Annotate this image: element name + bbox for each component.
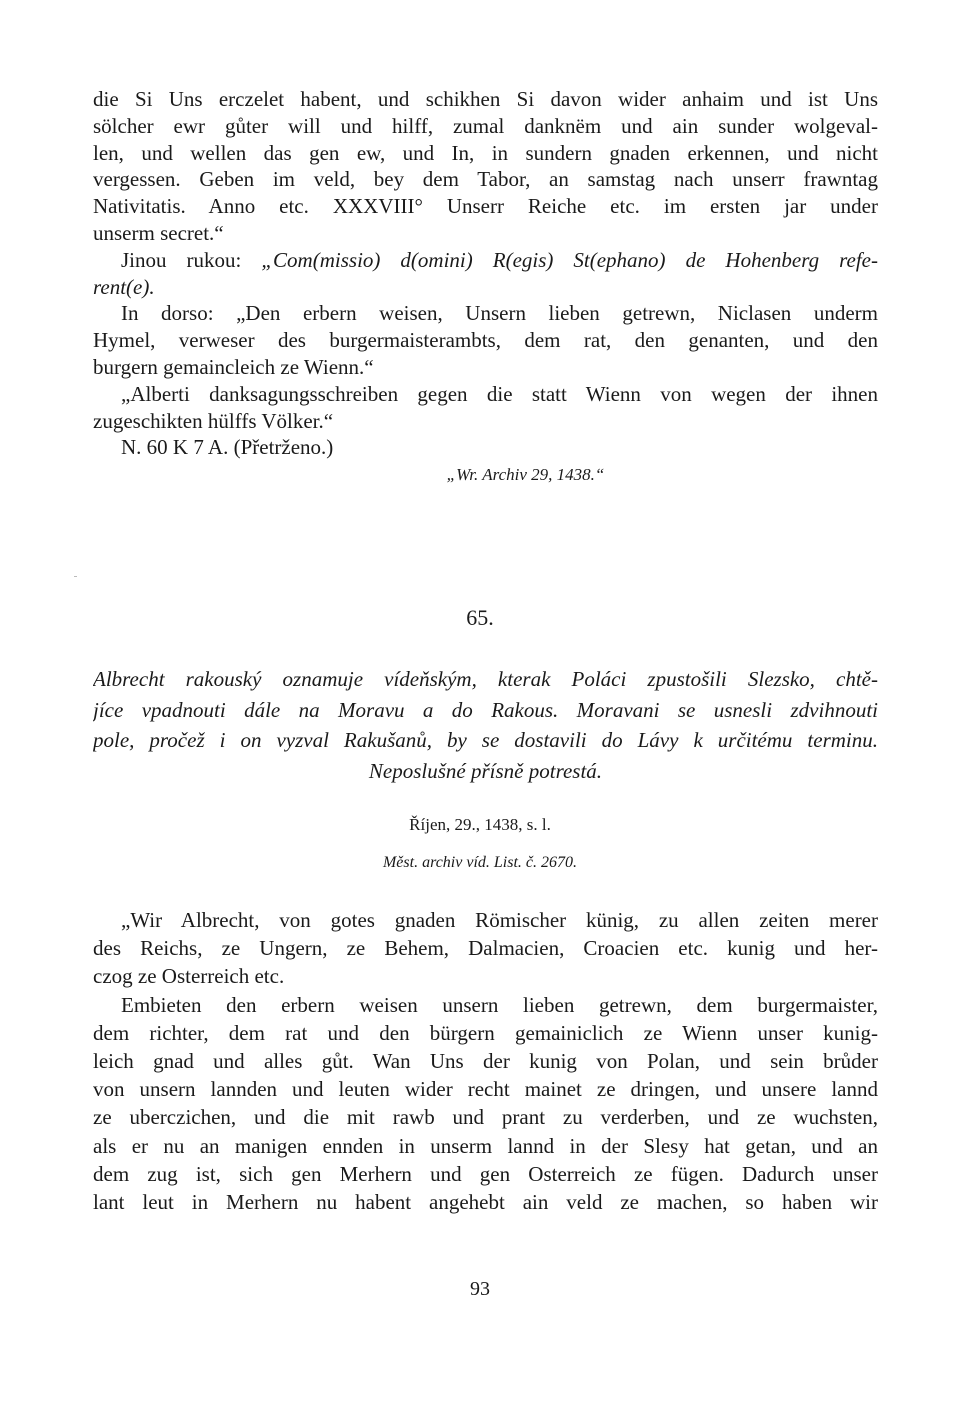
document-body [93,906,878,1216]
body-line: dem richter, dem rat und den bürgern gemainiclich ze Wienn unser kunig- [93,1020,878,1045]
body-line: „Wir Albrecht, von gotes gnaden Römischer künig, zu allen zeiten merer [121,908,878,932]
body-line: lant leut in Merhern nu habent angehebt ain veld ze machen, so haben wir [93,1189,878,1214]
body-line: czog ze Osterreich etc. [93,964,285,989]
summary-line: jíce vpadnouti dále na Moravu a do Rakous. Moravani se usnesli zdvihnouti [93,697,878,722]
dorso-line: In dorso: „Den erbern weisen, Unsern lieben getrewn, Niclasen underm [121,301,878,326]
body-line: als er nu an manigen ennden in unserm lannd in der Slesy hat getan, und an [93,1133,878,1158]
top-text-block [93,86,878,489]
body-line: des Reichs, ze Ungern, ze Behem, Dalmacien, Croacien etc. kunig und her- [93,936,878,961]
dorso-line: burgern gemaincleich ze Wienn.“ [93,354,374,379]
alberti-line: zugeschikten hülffs Völker.“ [93,408,334,433]
page-number: 93 [470,1278,490,1300]
summary-line-centered: Neposlušné přísně potrestá. [368,758,603,783]
jinou-italic-text: „Com(missio) d(omini) R(egis) St(ephano) de Hohenberg refe- [261,247,878,272]
jinou-rukou-line [93,247,878,274]
body-line: leich gnad und alles gůt. Wan Uns der kunig von Polan, und sein brůder [93,1048,878,1073]
alberti-line: „Alberti danksagungsschreiben gegen die statt Wienn von wegen der ihnen [121,381,878,406]
text-line: len, und wellen das gen ew, und In, in sundern gnaden erkennen, und nicht [93,140,878,165]
archive-citation: „Wr. Archiv 29, 1438.“ [446,465,605,485]
document-number: 65. [466,605,494,630]
document-summary [93,664,878,786]
summary-line: Albrecht rakouský oznamuje vídeňským, kterak Poláci zpustošili Slezsko, chtě- [93,667,878,691]
body-line: von unsern lannden und leuten wider recht mainet ze dringen, und unsere lannd [93,1077,878,1102]
body-line: dem zug ist, sich gen Merhern und gen Osterreich ze fügen. Dadurch unser [93,1161,878,1186]
summary-line: pole, pročež i on vyzval Rakušanů, by se dostavili do Lávy k určitému terminu. [93,728,878,752]
jinou-rukou-continuation: rent(e). [93,274,155,299]
dorso-line: Hymel, verweser des burgermaisterambts, dem rat, den genanten, und den [93,328,878,353]
text-line: vergessen. Geben im veld, bey dem Tabor, an samstag nach unserr frawntag [93,167,878,192]
body-line: Embieten den erbern weisen unsern lieben getrewn, dem burgermaister, [121,992,878,1017]
text-line: Nativitatis. Anno etc. XXXVIII° Unserr Reiche etc. im ersten jar under [93,194,878,219]
text-line: die Si Uns erczelet habent, und schikhen Si davon wider anhaim und ist Uns [93,87,878,111]
reference-line: N. 60 K 7 A. (Přetrženo.) [121,435,334,460]
text-line: sölcher ewr gůter will und hilff, zumal danknëm und ain sunder wolgeval- [93,113,878,138]
margin-mark [74,576,77,577]
jinou-label: Jinou rukou: [121,247,262,272]
body-line: ze uberczichen, und die mit rawb und prant zu verderben, und ze wuchsten, [93,1105,878,1130]
document-source: Měst. archiv víd. List. č. 2670. [382,854,578,871]
letter-closing [93,86,878,247]
document-date: Říjen, 29., 1438, s. l. [409,815,551,834]
text-line: unserm secret.“ [93,220,224,245]
